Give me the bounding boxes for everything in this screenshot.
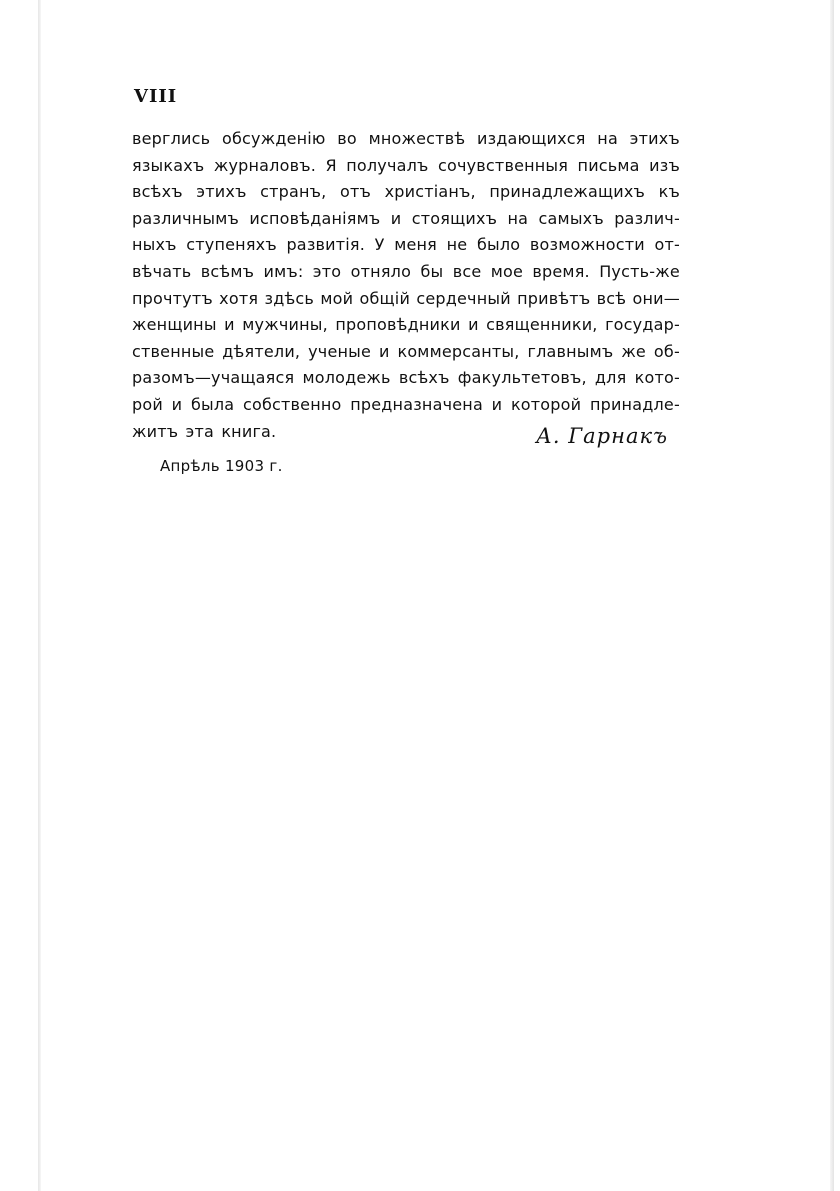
text-line: различнымъ исповѣданіямъ и стоящихъ на самыхъ различ- [132,208,680,228]
date-line: Апрѣль 1903 г. [160,457,283,475]
text-line: женщины и мужчины, проповѣдники и священники, государ- [132,315,680,335]
page-number: VIII [134,86,178,107]
text-line-last: житъ эта книга. [132,421,277,441]
text-line: верглись обсужденію во множествѣ издающихся на этихъ [132,129,680,148]
text-line: ныхъ ступеняхъ развитія. У меня не было возможности от- [132,235,680,255]
text-line: языкахъ журналовъ. Я получалъ сочувственныя письма изъ [132,155,680,175]
body-text [132,126,680,445]
page-edge-right [830,0,834,1191]
page-edge-left [38,0,41,1191]
author-signature: А. Гарнакъ [536,424,669,448]
text-line: прочтутъ хотя здѣсь мой общій сердечный привѣтъ всѣ они— [132,288,680,308]
text-line: разомъ—учащаяся молодежь всѣхъ факультетовъ, для кото- [132,368,680,388]
text-line: всѣхъ этихъ странъ, отъ христіанъ, принадлежащихъ къ [132,182,680,202]
text-line: рой и была собственно предназначена и которой принадле- [132,394,680,414]
text-line: вѣчать всѣмъ имъ: это отняло бы все мое время. Пусть-же [132,261,680,281]
text-line: ственные дѣятели, ученые и коммерсанты, главнымъ же об- [132,341,680,361]
